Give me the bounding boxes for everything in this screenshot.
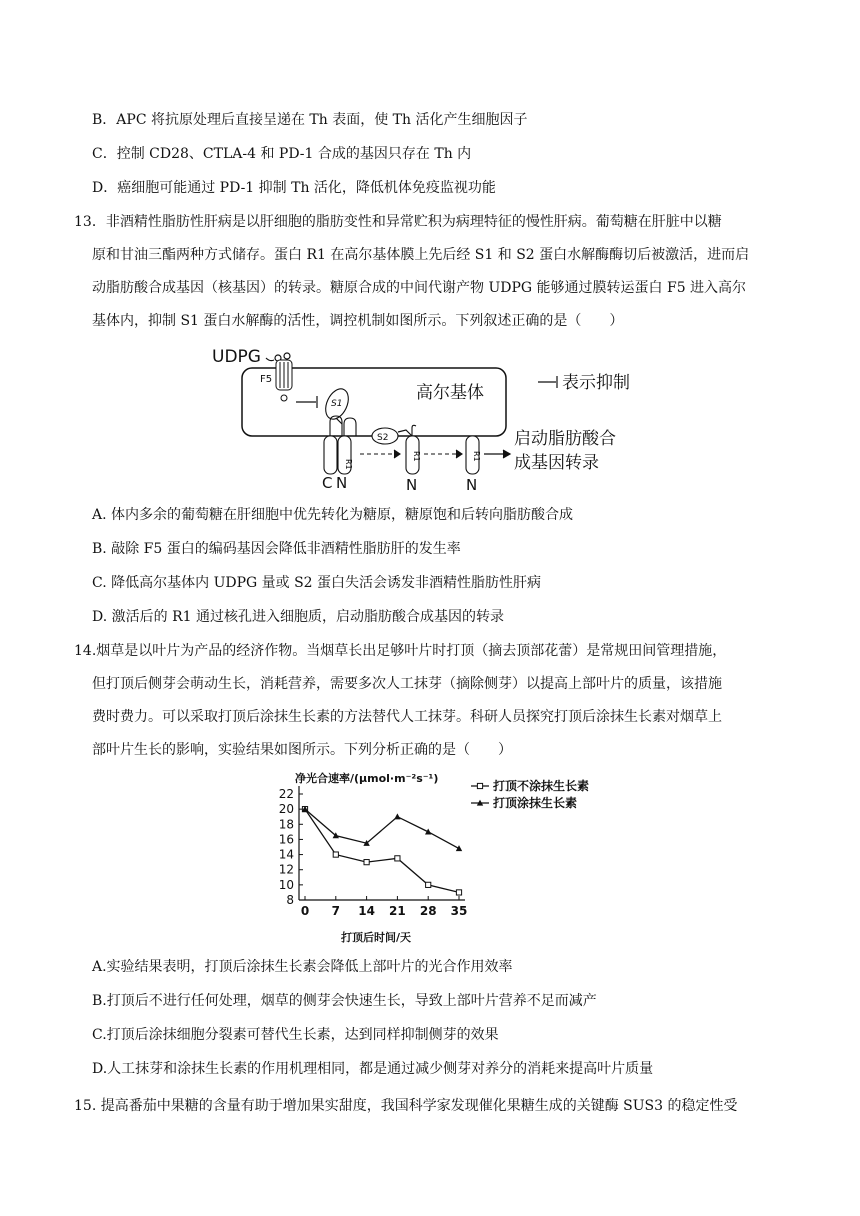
- x-tick-label: 14: [358, 904, 375, 918]
- q12-option-b: B．APC 将抗原处理后直接呈递在 Th 表面，使 Th 活化产生细胞因子: [92, 112, 528, 128]
- f5-transporter-icon: [276, 360, 292, 401]
- r1-label-2: R1: [412, 451, 421, 462]
- q13-stem-line-1: 13．非酒精性脂肪性肝病是以肝细胞的脂肪变性和异常贮积为病理特征的慢性肝病。葡萄糖在肝脏中以糖: [74, 214, 722, 230]
- udpg-label: UDPG: [212, 347, 261, 367]
- q13-stem-line-4: 基体内，抑制 S1 蛋白水解酶的活性，调控机制如图所示。下列叙述正确的是（ ）: [92, 313, 624, 329]
- x-tick-label: 35: [450, 904, 468, 918]
- data-point: [426, 882, 431, 887]
- y-tick-label: 10: [278, 877, 294, 892]
- dashed-arrow-1: [360, 450, 400, 458]
- data-point: [456, 890, 461, 895]
- q12-option-d: D．癌细胞可能通过 PD-1 抑制 Th 活化，降低机体免疫监视功能: [92, 180, 496, 196]
- y-tick-label: 14: [278, 847, 294, 862]
- n-label-1: N: [336, 474, 348, 490]
- q14-option-b: B.打顶后不进行任何处理，烟草的侧芽会快速生长，导致上部叶片营养不足而减产: [92, 993, 597, 1009]
- q12-option-c: C．控制 CD28、CTLA-4 和 PD-1 合成的基因只存在 Th 内: [92, 146, 472, 162]
- dashed-arrow-2: [424, 450, 462, 458]
- y-tick-label: 12: [278, 862, 294, 877]
- q14-stem-line-3: 费时费力。可以采取打顶后涂抹生长素的方法替代人工抹芽。科研人员探究打顶后涂抹生长素对烟草上: [92, 709, 722, 725]
- q15-stem-line-1: 15. 提高番茄中果糖的含量有助于增加果实甜度，我国科学家发现催化果糖生成的关键酶 SUS3 的稳定性受: [74, 1098, 738, 1114]
- f5-label: F5: [260, 374, 273, 385]
- q13-stem-line-3: 动脂肪酸合成基因（核基因）的转录。糖原合成的中间代谢产物 UDPG 能够通过膜转运蛋白 F5 进入高尔: [92, 280, 747, 296]
- x-tick-label: 21: [389, 904, 406, 918]
- data-point: [395, 856, 400, 861]
- q14-option-a: A.实验结果表明，打顶后涂抹生长素会降低上部叶片的光合作用效率: [92, 959, 513, 975]
- golgi-label: 高尔基体: [416, 383, 484, 403]
- y-tick-label: 8: [286, 893, 294, 907]
- data-point: [456, 845, 462, 851]
- data-point: [333, 852, 338, 857]
- n-label-2: N: [406, 476, 418, 490]
- x-tick-label: 7: [331, 904, 340, 918]
- y-tick-label: 20: [278, 802, 294, 817]
- golgi-regulation-diagram: [200, 340, 660, 490]
- series-line-0: [305, 809, 459, 892]
- q13-option-d: D. 激活后的 R1 通过核孔进入细胞质，启动脂肪酸合成基因的转录: [92, 609, 504, 625]
- output-text-line-1: 启动脂肪酸合: [514, 429, 616, 449]
- q14-option-c: C.打顶后涂抹细胞分裂素可替代生长素，达到同样抑制侧芽的效果: [92, 1027, 499, 1043]
- chart-xlabel: 打顶后时间/天: [341, 931, 412, 944]
- data-point: [394, 813, 400, 819]
- q13-option-c: C. 降低高尔基体内 UDPG 量或 S2 蛋白失活会诱发非酒精性脂肪性肝病: [92, 575, 542, 591]
- output-arrow: [484, 450, 510, 458]
- q14-option-d: D.人工抹芽和涂抹生长素的作用机理相同，都是通过减少侧芽对养分的消耗来提高叶片质量: [92, 1061, 654, 1077]
- legend-label-0: 打顶不涂抹生长素: [493, 779, 590, 793]
- chart-ylabel: 净光合速率/(μmol·m⁻²s⁻¹): [295, 772, 439, 785]
- x-tick-label: 0: [300, 904, 310, 918]
- data-point: [364, 860, 369, 865]
- q14-stem-line-1: 14.烟草是以叶片为产品的经济作物。当烟草长出足够叶片时打顶（摘去顶部花蕾）是常规田间管理措施，: [74, 643, 727, 659]
- legend-label: 表示抑制: [562, 373, 630, 393]
- y-tick-label: 18: [278, 817, 294, 832]
- output-text-line-2: 成基因转录: [514, 453, 599, 473]
- legend-marker-0: [477, 783, 482, 788]
- q13-option-b: B. 敲除 F5 蛋白的编码基因会降低非酒精性脂肪肝的发生率: [92, 541, 461, 557]
- photosynthesis-line-chart: [255, 768, 625, 948]
- q13-option-a: A. 体内多余的葡萄糖在肝细胞中优先转化为糖原，糖原饱和后转向脂肪酸合成: [92, 507, 574, 523]
- n-label-3: N: [466, 476, 478, 490]
- y-tick-label: 16: [278, 832, 294, 847]
- s1-label: S1: [331, 399, 343, 409]
- inhibition-arrow-icon: [296, 396, 317, 408]
- inhibition-legend-icon: [538, 376, 557, 388]
- y-tick-label: 22: [278, 787, 294, 801]
- q14-stem-line-4: 部叶片生长的影响，实验结果如图所示。下列分析正确的是（ ）: [92, 742, 512, 758]
- x-tick-label: 28: [419, 904, 437, 918]
- s2-label: S2: [377, 433, 389, 443]
- r1-label-1: R1: [344, 459, 353, 470]
- q14-stem-line-2: 但打顶后侧芽会萌动生长，消耗营养，需要多次人工抹芽（摘除侧芽）以提高上部叶片的质量，该措施: [92, 676, 722, 692]
- r1-label-3: R1: [472, 451, 481, 462]
- c-label: C: [322, 474, 333, 490]
- legend-label-1: 打顶涂抹生长素: [493, 796, 578, 810]
- q13-stem-line-2: 原和甘油三酯两种方式储存。蛋白 R1 在高尔基体膜上先后经 S1 和 S2 蛋白水解酶酶切后被激活，进而启: [92, 247, 750, 263]
